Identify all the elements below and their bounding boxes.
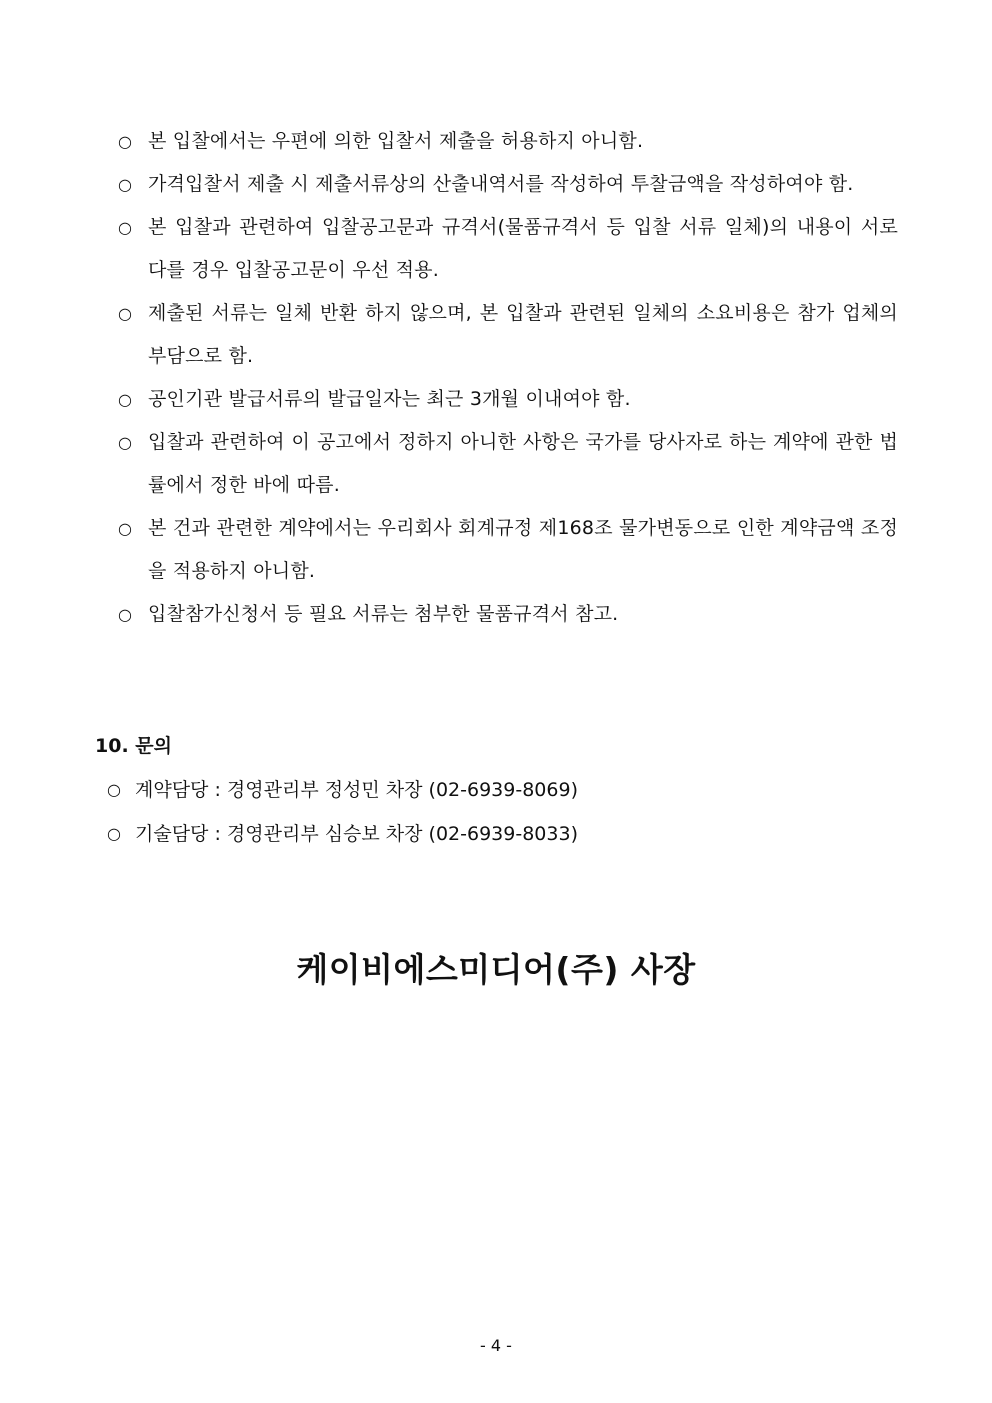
- list-item: [118, 292, 898, 378]
- notes-list: [118, 120, 898, 636]
- contact-text: 기술담당 : 경영관리부 심승보 차장 (02-6939-8033): [135, 823, 578, 845]
- circle-bullet-icon: ○: [118, 605, 133, 624]
- list-item: [118, 421, 898, 507]
- note-text: 공인기관 발급서류의 발급일자는 최근 3개월 이내여야 함.: [148, 388, 631, 410]
- contact-item-contract: [95, 768, 895, 812]
- circle-bullet-icon: ○: [118, 433, 133, 452]
- circle-bullet-icon: ○: [118, 218, 133, 237]
- contact-item-technical: [95, 812, 895, 856]
- circle-bullet-icon: ○: [118, 175, 133, 194]
- contact-list: [95, 768, 895, 856]
- section-heading: 10. 문의: [95, 735, 172, 757]
- note-text: 제출된 서류는 일체 반환 하지 않으며, 본 입찰과 관련된 일체의 소요비용은 참가 업체의 부담으로 함.: [148, 302, 898, 367]
- page-number: - 4 -: [480, 1336, 512, 1355]
- list-item: [118, 593, 898, 636]
- contact-text: 계약담당 : 경영관리부 정성민 차장 (02-6939-8069): [135, 779, 578, 801]
- circle-bullet-icon: ○: [118, 132, 133, 151]
- list-item: [118, 206, 898, 292]
- inquiry-section: [95, 726, 895, 856]
- circle-bullet-icon: ○: [107, 780, 121, 799]
- list-item: [118, 120, 898, 163]
- note-text: 본 건과 관련한 계약에서는 우리회사 회계규정 제168조 물가변동으로 인한 계약금액 조정을 적용하지 아니함.: [148, 517, 898, 582]
- note-text: 본 입찰에서는 우편에 의한 입찰서 제출을 허용하지 아니함.: [148, 130, 644, 152]
- issuer-signature: 케이비에스미디어(주) 사장: [296, 950, 696, 989]
- note-text: 입찰참가신청서 등 필요 서류는 첨부한 물품규격서 참고.: [148, 603, 619, 625]
- note-text: 가격입찰서 제출 시 제출서류상의 산출내역서를 작성하여 투찰금액을 작성하여야 함.: [148, 173, 854, 195]
- note-text: 입찰과 관련하여 이 공고에서 정하지 아니한 사항은 국가를 당사자로 하는 계약에 관한 법률에서 정한 바에 따름.: [148, 431, 898, 496]
- circle-bullet-icon: ○: [118, 519, 133, 538]
- list-item: [118, 507, 898, 593]
- list-item: [118, 163, 898, 206]
- circle-bullet-icon: ○: [107, 824, 121, 843]
- note-text: 본 입찰과 관련하여 입찰공고문과 규격서(물품규격서 등 입찰 서류 일체)의 내용이 서로 다를 경우 입찰공고문이 우선 적용.: [148, 216, 898, 281]
- list-item: [118, 378, 898, 421]
- circle-bullet-icon: ○: [118, 304, 133, 323]
- circle-bullet-icon: ○: [118, 390, 133, 409]
